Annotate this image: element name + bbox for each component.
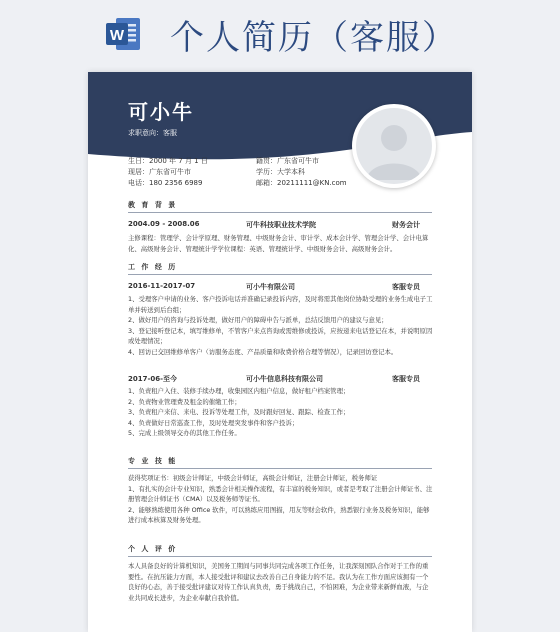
evaluation-divider bbox=[128, 556, 432, 557]
job-date: 2016-11-2017-07 bbox=[128, 282, 196, 290]
duty-item: 4、负责做好日常巡查工作，及时处理突发事件和客户投诉； bbox=[128, 418, 299, 427]
banner-title: 个人简历（客服） bbox=[170, 18, 458, 58]
skill-item: 2、能够熟练使用各种 Office 软件，可以熟练应用图描，用友等财会软件，熟悉银行业务及税务知识，能够进行成本核算及财务处理。 bbox=[128, 505, 430, 524]
skills-title: 专 业 技 能 bbox=[128, 457, 178, 465]
resume-page bbox=[88, 72, 472, 632]
job-row bbox=[128, 282, 432, 292]
info-phone: 电话：180 2356 6989 bbox=[128, 179, 203, 187]
education-courses: 主修课程：管理学、会计学原理、财务管理、中级财务会计、审计学、成本会计学、管理会计学、会计电算化、高级财务会计、管理统计学学位课程：英语、管理统计学、中级财务会计、高级财务会计。 bbox=[128, 234, 429, 253]
skill-item: 获得奖项证书：初级会计师证，中级会计师证，高级会计师证，注册会计师证，税务师证 bbox=[128, 474, 378, 482]
job-intent bbox=[128, 128, 177, 138]
skill-item: 1、有扎实的会计专业知识，熟悉会计相关操作流程，有丰富的税务知识，或者是考取了注册会计师证书、注册管理会计师证书（CMA）以及税务师等证书。 bbox=[128, 484, 433, 503]
info-edu: 学历：大学本科 bbox=[256, 168, 305, 176]
job-role: 客服专员 bbox=[392, 283, 420, 291]
duty-item: 2、负责物业管理费及租金的催缴工作； bbox=[128, 397, 241, 406]
candidate-name: 可小牛 bbox=[128, 100, 194, 124]
education-title: 教 育 背 景 bbox=[128, 201, 178, 209]
job-role: 客服专员 bbox=[392, 375, 420, 383]
job-intent-value: 客服 bbox=[163, 129, 177, 137]
job-duties bbox=[128, 386, 433, 439]
education-major: 财务会计 bbox=[392, 221, 420, 229]
work-divider bbox=[128, 274, 432, 275]
avatar bbox=[352, 104, 436, 188]
job-intent-label: 求职意向： bbox=[128, 129, 163, 137]
job-duties bbox=[128, 294, 433, 357]
info-email: 邮箱：20211111@KN.com bbox=[256, 179, 347, 187]
info-birth: 生日：2000 年 7 月 1 日 bbox=[128, 157, 208, 165]
info-live: 现居：广东省可牛市 bbox=[128, 168, 191, 176]
svg-text:W: W bbox=[109, 27, 125, 44]
work-title: 工 作 经 历 bbox=[128, 263, 178, 271]
avatar-placeholder-icon bbox=[356, 108, 432, 184]
skills-list bbox=[128, 473, 433, 526]
job-date: 2017-06-至今 bbox=[128, 375, 178, 383]
evaluation-title: 个 人 评 价 bbox=[128, 545, 178, 553]
education-row bbox=[128, 220, 432, 230]
duty-item: 2、做好用户的咨询与投诉处理，做好用户的障碍申告与派单，总结反馈用户的建议与意见； bbox=[128, 316, 388, 324]
job-company: 可小牛信息科技有限公司 bbox=[246, 375, 323, 383]
duty-item: 3、负责租户来信、来电、投诉等处理工作，及时跟好回复、跟踪、检查工作； bbox=[128, 408, 350, 416]
word-doc-icon bbox=[104, 14, 144, 54]
evaluation-text: 本人具备良好的计算机知识，美国务工期间与同事共同完成各项工作任务，让我深刻国队合作对于工作的重要性。在抗压能力方面，本人接受批评和建议去改善自己自身能力的不足。我认为在工作方面应该拥有一个良好的心态，善于接受批评建议对待工作认真负责，勇于挑战自己，不怕困难，为企业带来新鲜血液，与企业共同成长进步，为企业奉献自我价值。 bbox=[128, 562, 429, 602]
education-date: 2004.09 - 2008.06 bbox=[128, 220, 200, 228]
duty-item: 5、完成上级领导交办的其他工作任务。 bbox=[128, 429, 241, 437]
duty-item: 4、回访已交回维修单客户（访服务态度、产品质量和收费价格合理等情况），记录回访登记本。 bbox=[128, 347, 398, 356]
banner bbox=[0, 0, 560, 68]
duty-item: 1、受理客户申请的业务、客户投诉电话并准确记录投诉内容，及时将需其他岗位协助受理的业务生成电子工单并转送到后台组； bbox=[128, 295, 433, 314]
education-divider bbox=[128, 212, 432, 213]
education-school: 可牛科技职业技术学院 bbox=[246, 221, 316, 229]
job-row bbox=[128, 374, 432, 384]
duty-item: 3、登记接听登记本，填写维修单，不管客户来点咨询或需维修或投诉，应按递来电话登记在本，并说明原因或处理情况； bbox=[128, 326, 433, 345]
job-company: 可小牛有限公司 bbox=[246, 283, 295, 291]
info-native: 籍贯：广东省可牛市 bbox=[256, 157, 319, 165]
skills-divider bbox=[128, 468, 432, 469]
duty-item: 1、负责租户入住、装修手续办理，收集园区内租户信息，做好租户档案管理； bbox=[128, 387, 350, 395]
